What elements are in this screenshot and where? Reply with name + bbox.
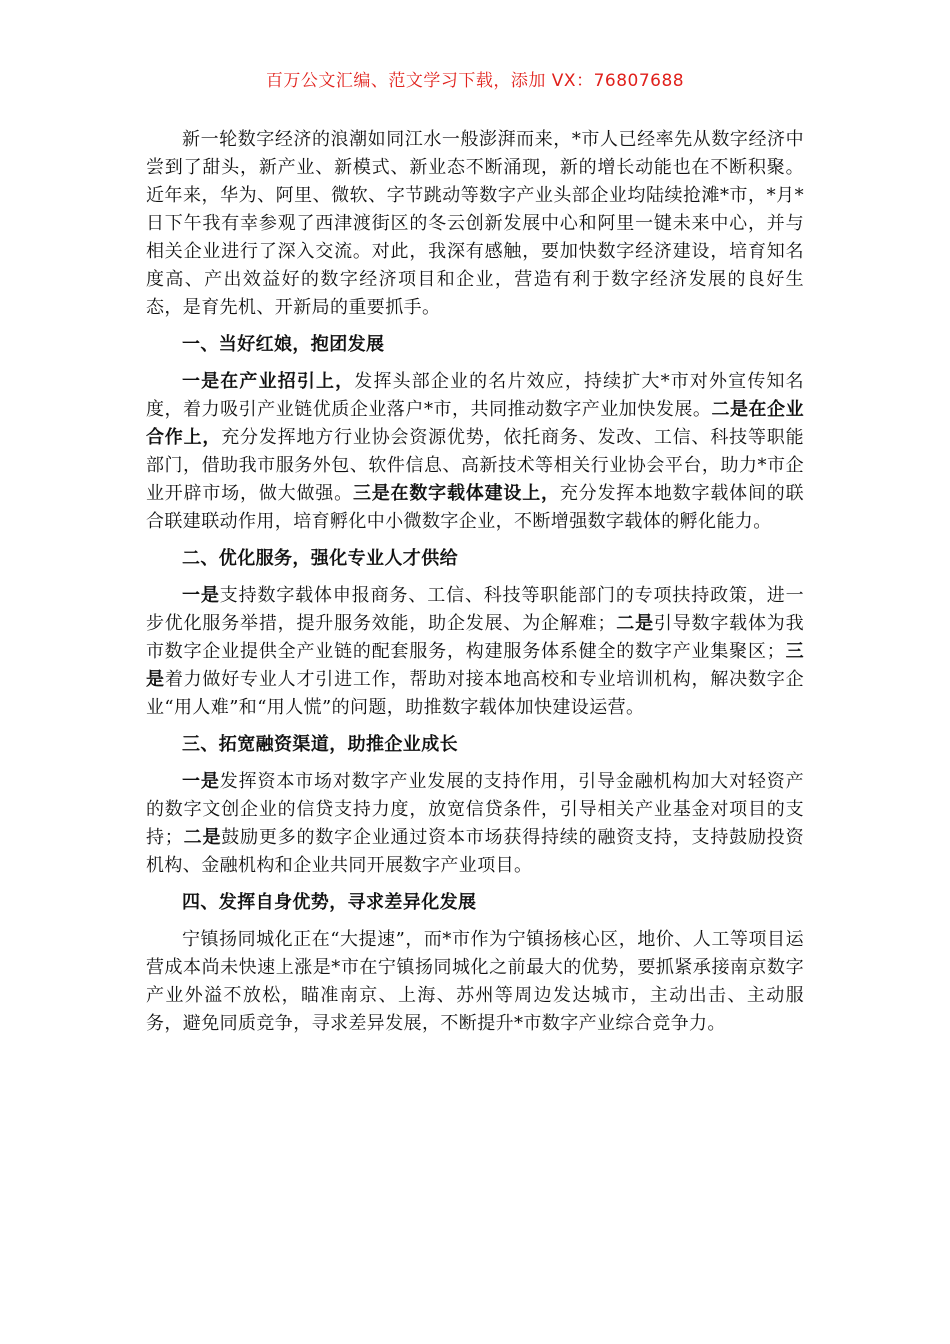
section-2-point-3-lead: 三是 xyxy=(146,641,804,690)
section-1-point-3-lead: 三是在数字载体建设上， xyxy=(352,483,560,504)
section-4-paragraph xyxy=(146,926,804,1038)
section-1-point-1-text: 发挥头部企业的名片效应，持续扩大*市对外宣传知名度，着力吸引产业链优质企业落户*市，共同推动数字产业加快发展。 xyxy=(146,371,804,420)
section-3-heading: 三、拓宽融资渠道，助推企业成长 xyxy=(182,734,458,755)
section-1-point-1-lead: 一是在产业招引上， xyxy=(182,371,355,392)
section-1-paragraph xyxy=(146,368,804,536)
document-body xyxy=(146,126,804,1038)
intro-paragraph: 新一轮数字经济的浪潮如同江水一般澎湃而来，*市人已经率先从数字经济中尝到了甜头，新产业、新模式、新业态不断涌现，新的增长动能也在不断积聚。近年来，华为、阿里、微软、字节跳动等数字产业头部企业均陆续抢滩*市，*月*日下午我有幸参观了西津渡街区的冬云创新发展中心和阿里一键未来中心，并与相关企业进行了深入交流。对此，我深有感触，要加快数字经济建设，培育知名度高、产出效益好的数字经济项目和企业，营造有利于数字经济发展的良好生态，是育先机、开新局的重要抓手。 xyxy=(146,129,804,318)
section-2-point-1-lead: 一是 xyxy=(182,585,220,606)
section-2-heading: 二、优化服务，强化专业人才供给 xyxy=(182,548,458,569)
section-1-point-3-text: 充分发挥本地数字载体间的联合联建联动作用，培育孵化中小微数字企业，不断增强数字载体的孵化能力。 xyxy=(146,483,805,532)
section-2-paragraph xyxy=(146,582,804,722)
header-banner: 百万公文汇编、范文学习下载，添加 VX：76807688 xyxy=(265,71,685,91)
section-3-point-2-text: 鼓励更多的数字企业通过资本市场获得持续的融资支持，支持鼓励投资机构、金融机构和企业共同开展数字产业项目。 xyxy=(146,827,804,876)
section-3-paragraph xyxy=(146,768,804,880)
section-1-heading: 一、当好红娘，抱团发展 xyxy=(182,334,385,355)
section-2-point-2-text: 引导数字载体为我市数字企业提供全产业链的配套服务，构建服务体系健全的数字产业集聚区； xyxy=(146,613,805,662)
section-3-point-2-lead: 二是 xyxy=(183,827,222,848)
section-4-text: 宁镇扬同城化正在“大提速”，而*市作为宁镇扬核心区，地价、人工等项目运营成本尚未快速上涨是*市在宁镇扬同城化之前最大的优势，要抓紧承接南京数字产业外溢不放松，瞄准南京、上海、苏州等周边发达城市，主动出击、主动服务，避免同质竞争，寻求差异发展，不断提升*市数字产业综合竞争力。 xyxy=(146,929,804,1034)
section-3-point-1-text: 发挥资本市场对数字产业发展的支持作用，引导金融机构加大对轻资产的数字文创企业的信贷支持力度，放宽信贷条件，引导相关产业基金对项目的支持； xyxy=(146,771,804,848)
section-1-point-2-lead: 二是在企业合作上， xyxy=(146,399,804,448)
section-2-point-1-text: 支持数字载体申报商务、工信、科技等职能部门的专项扶持政策，进一步优化服务举措，提升服务效能，助企发展、为企解难； xyxy=(146,585,804,634)
section-4-heading: 四、发挥自身优势，寻求差异化发展 xyxy=(182,892,477,913)
section-3-point-1-lead: 一是 xyxy=(182,771,220,792)
section-1-point-2-text: 充分发挥地方行业协会资源优势，依托商务、发改、工信、科技等职能部门，借助我市服务外包、软件信息、高新技术等相关行业协会平台，助力*市企业开辟市场，做大做强。 xyxy=(146,427,804,504)
section-2-point-3-text: 着力做好专业人才引进工作，帮助对接本地高校和专业培训机构，解决数字企业“用人难”和“用人慌”的问题，助推数字载体加快建设运营。 xyxy=(146,669,804,718)
section-2-point-2-lead: 二是 xyxy=(615,613,654,634)
